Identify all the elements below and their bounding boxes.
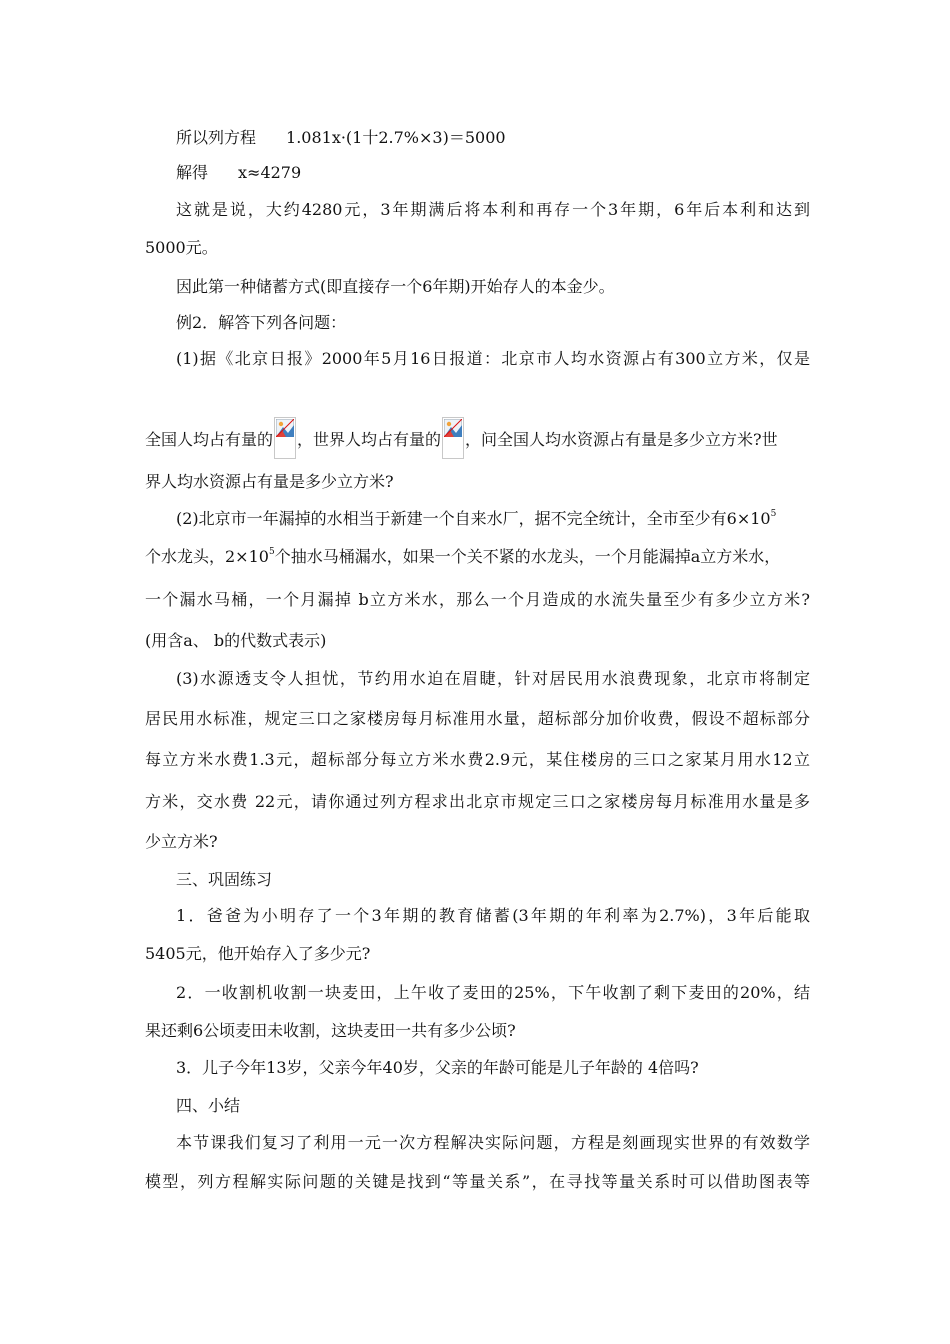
- q2-exponent-2: 5: [268, 547, 275, 557]
- broken-image-icon: [276, 419, 294, 437]
- q1-text-b: ，世界人均占有量的: [297, 430, 442, 449]
- explain-line-1: 这就是说，大约4280元，3年期满后将本利和再存一个3年期，6年后本利和达到: [176, 200, 810, 219]
- q3-line-1: (3)水源透支令人担忧，节约用水迫在眉睫，针对居民用水浪费现象，北京市将制定: [176, 669, 810, 688]
- q2-line-4: (用含a、 b的代数式表示): [145, 631, 327, 650]
- q2-text-a: (2)北京市一年漏掉的水相当于新建一个自来水厂，据不完全统计，全市至少有6×10: [176, 509, 771, 528]
- example2-title: 例2．解答下列各问题：: [176, 313, 347, 332]
- exercise3-line-1: 3．儿子今年13岁，父亲今年40岁，父亲的年龄可能是儿子年龄的 4倍吗?: [176, 1058, 699, 1077]
- fraction-image-2: [442, 417, 464, 459]
- equation-text: 1.081x·(1十2.7%×3)＝5000: [286, 128, 506, 147]
- q3-line-2: 居民用水标准，规定三口之家楼房每月标准用水量，超标部分加价收费，假设不超标部分: [145, 709, 810, 728]
- q3-line-3: 每立方米水费1.3元，超标部分每立方米水费2.9元，某住楼房的三口之家某月用水12立: [145, 750, 810, 769]
- q2-text-b1: 个水龙头，2×10: [145, 547, 269, 566]
- q1-line-3: 界人均水资源占有量是多少立方米?: [145, 472, 394, 491]
- explain-line-2: 5000元。: [145, 238, 218, 257]
- q2-exponent-1: 5: [770, 509, 777, 519]
- q1-line-2: [145, 417, 810, 459]
- equation-line: [176, 128, 810, 148]
- section3-title: 三、巩固练习: [176, 870, 273, 889]
- exercise2-line-1: 2．一收割机收割一块麦田，上午收了麦田的25%，下午收割了剩下麦田的20%，结: [176, 983, 810, 1002]
- equation-label: 所以列方程: [176, 128, 257, 147]
- q3-line-4: 方米，交水费 22元，请你通过列方程求出北京市规定三口之家楼房每月标准用水量是多: [145, 792, 810, 811]
- section4-title: 四、小结: [176, 1096, 241, 1115]
- exercise1-line-1: 1．爸爸为小明存了一个3年期的教育储蓄(3年期的年利率为2.7%)，3年后能取: [176, 906, 810, 925]
- q2-line-1: [176, 509, 810, 529]
- solution-line: [176, 163, 810, 183]
- summary-line-2: 模型，列方程解实际问题的关键是找到“等量关系”，在寻找等量关系时可以借助图表等: [145, 1172, 810, 1191]
- q2-line-3: 一个漏水马桶，一个月漏掉 b立方米水，那么一个月造成的水流失量至少有多少立方米?: [145, 590, 810, 609]
- fraction-image-1: [274, 417, 296, 459]
- q1-text-c: ，问全国人均水资源占有量是多少立方米?世: [465, 430, 778, 449]
- q2-text-b2: 个抽水马桶漏水，如果一个关不紧的水龙头，一个月能漏掉a立方米水，: [274, 547, 781, 566]
- q1-text-a: 全国人均占有量的: [145, 430, 274, 449]
- conclusion-line: 因此第一种储蓄方式(即直接存一个6年期)开始存人的本金少。: [176, 277, 615, 296]
- solution-text: x≈4279: [238, 163, 302, 182]
- q3-line-5: 少立方米?: [145, 832, 218, 851]
- q1-line-1: (1)据《北京日报》2000年5月16日报道：北京市人均水资源占有300立方米，仅是: [176, 349, 810, 368]
- broken-image-icon: [444, 419, 462, 437]
- summary-line-1: 本节课我们复习了利用一元一次方程解决实际问题，方程是刻画现实世界的有效数学: [176, 1133, 810, 1152]
- exercise1-line-2: 5405元，他开始存入了多少元?: [145, 944, 371, 963]
- solve-label: 解得: [176, 163, 209, 182]
- exercise2-line-2: 果还剩6公顷麦田未收割，这块麦田一共有多少公顷?: [145, 1021, 516, 1040]
- q2-line-2: [145, 547, 810, 567]
